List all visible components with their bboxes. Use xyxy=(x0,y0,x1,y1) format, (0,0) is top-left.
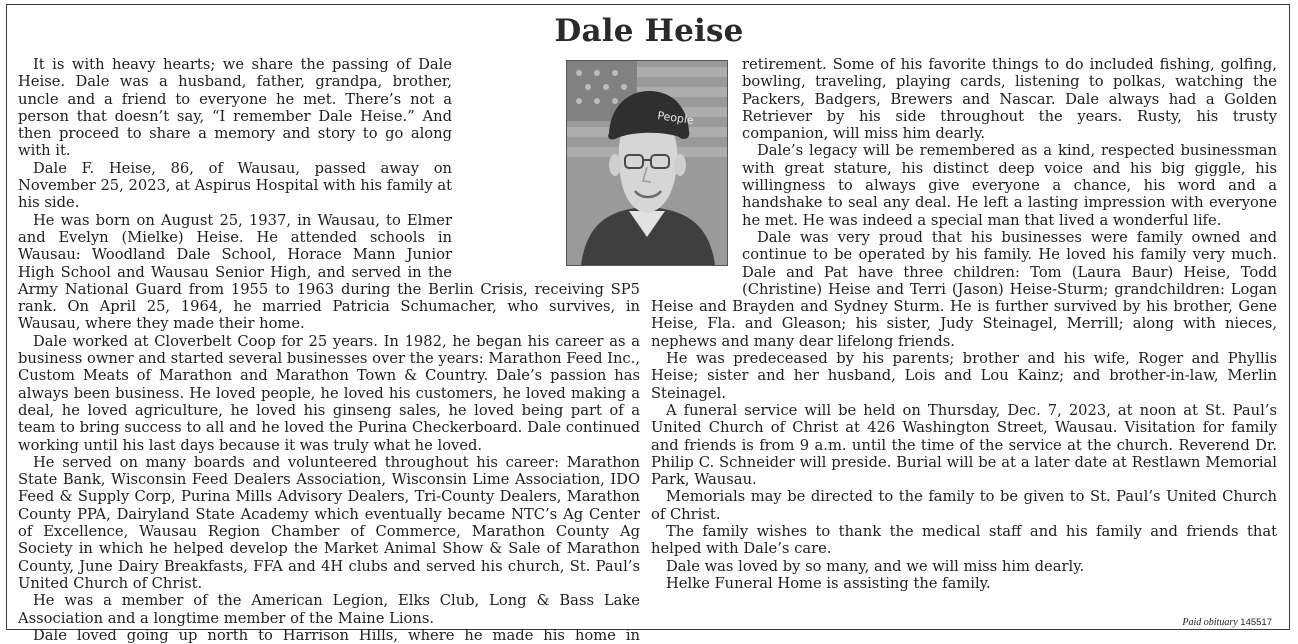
paragraph-retirement-start: Dale loved going up north to Harrison Hills, where he made his home in xyxy=(33,626,640,644)
paragraph-death-notice: Dale F. Heise, 86, of Wausau, passed away on November 25, 2023, at Aspirus Hospital with his family at his side. xyxy=(18,159,452,212)
paid-obituary-text: Paid obituary xyxy=(1182,617,1238,628)
paragraph-boards: He served on many boards and volunteered throughout his career: Marathon State Bank, Wisconsin Feed Dealers Association, Wisconsin Lime Association, IDO Feed & Supply Corp, Purina Mills Advisory Dealers, Tri-County Dealers, Marathon County PPA, Dairyland State Academy which eventually became NTC’s Ag Center of Excellence, Wausau Region Chamber of Commerce, Marathon County Ag Society in which he helped develop the Market Animal Show & Sale of Marathon County, June Dairy Breakfasts, FFA and 4H clubs and served his church, St. Paul’s United Church of Christ. xyxy=(18,453,640,592)
photo-wrap-space xyxy=(462,56,640,264)
paragraph-thanks: The family wishes to thank the medical staff and his family and friends that helped with Dale’s care. xyxy=(651,523,1277,558)
paragraph-intro: It is with heavy hearts; we share the passing of Dale Heise. Dale was a husband, father, grandpa, brother, uncle and a friend to everyone he met. There’s not a person that doesn’t say, “I remember Dale Heise.” And then proceed to share a memory and story to go along with it. xyxy=(18,56,452,160)
paragraph-career: Dale worked at Cloverbelt Coop for 25 years. In 1982, he began his career as a business owner and started several businesses over the years: Marathon Feed Inc., Custom Meats of Marathon and Marathon Town & Country. Dale’s passion has always been business. He loved people, he loved his customers, he loved making a deal, he loved agriculture, he loved his ginseng sales, he loved being part of a team to bring success to all and he loved the Purina Checkerboard. Dale continued working until his last days because it was truly what he loved. xyxy=(18,332,640,454)
svg-text:People: People xyxy=(656,109,695,128)
paragraph-legacy: Dale’s legacy will be remembered as a kind, respected businessman with great stature, his distinct deep voice and his big giggle, his willingness to always give everyone a chance, his word and a handshake to seal any deal. He left a lasting impression with everyone he met. He was indeed a special man that lived a wonderful life. xyxy=(742,142,1277,229)
paragraph-early-life: He was born on August 25, 1937, in Wausau, to Elmer and Evelyn (Mielke) Heise. He attended schools in Wausau: Woodland Dale School, Horace Mann Junior High School and Wausau Senior High, and served in the Army National Guard from 1955 to 1963 during the Berlin Crisis, receiving SP5 rank. On April 25, 1964, he married Patricia Schumacher, who survives, in Wausau, where they made their home. xyxy=(18,211,640,333)
paragraph-memorials: Memorials may be directed to the family to be given to St. Paul’s United Church of Christ. xyxy=(651,488,1277,523)
paragraph-memberships: He was a member of the American Legion, Elks Club, Long & Bass Lake Association and a longtime member of the Maine Lions. xyxy=(18,592,640,627)
paragraph-family: Dale was very proud that his businesses were family owned and continue to be operated by his family. He loved his family very much. Dale and Pat have three children: Tom (Laura Baur) Heise, Todd (Christine) Heise and Terri (Jason) Heise-Sturm; grandchildren: Logan Heise and Brayden and Sydney Sturm. He is further survived by his brother, Gene Heise, Fla. and Gleason; his sister, Judy Steinagel, Merrill; along with nieces, nephews and many dear lifelong friends. xyxy=(651,228,1277,350)
paragraph-predeceased: He was predeceased by his parents; brother and his wife, Roger and Phyllis Heise; sister and her husband, Lois and Lou Kainz; and brother-in-law, Merlin Steinagel. xyxy=(651,350,1277,402)
paragraph-farewell: Dale was loved by so many, and we will miss him dearly. xyxy=(666,557,1085,575)
paragraph-funeral-home: Helke Funeral Home is assisting the family. xyxy=(666,574,991,592)
photo-wrap-space-right xyxy=(651,56,736,282)
paragraph-funeral-service: A funeral service will be held on Thursday, Dec. 7, 2023, at noon at St. Paul’s United Church of Christ at 426 Washington Street, Wausau. Visitation for family and friends is from 9 a.m. until the time of the service at the church. Reverend Dr. Philip C. Schneider will preside. Burial will be at a later date at Restlawn Memorial Park, Wausau. xyxy=(651,401,1277,489)
obituary-right-column xyxy=(651,56,1277,592)
obituary-title: Dale Heise xyxy=(554,13,744,49)
paid-obituary-label xyxy=(1182,617,1272,628)
paid-obituary-number: 145517 xyxy=(1240,617,1272,628)
paragraph-retirement: retirement. Some of his favorite things to do included fishing, golfing, bowling, traveling, playing cards, listening to polkas, watching the Packers, Badgers, Brewers and Nascar. Dale always had a Golden Retriever by his side throughout the years. Rusty, his trusty companion, will miss him dearly. xyxy=(742,56,1277,143)
obituary-left-column xyxy=(18,56,640,644)
